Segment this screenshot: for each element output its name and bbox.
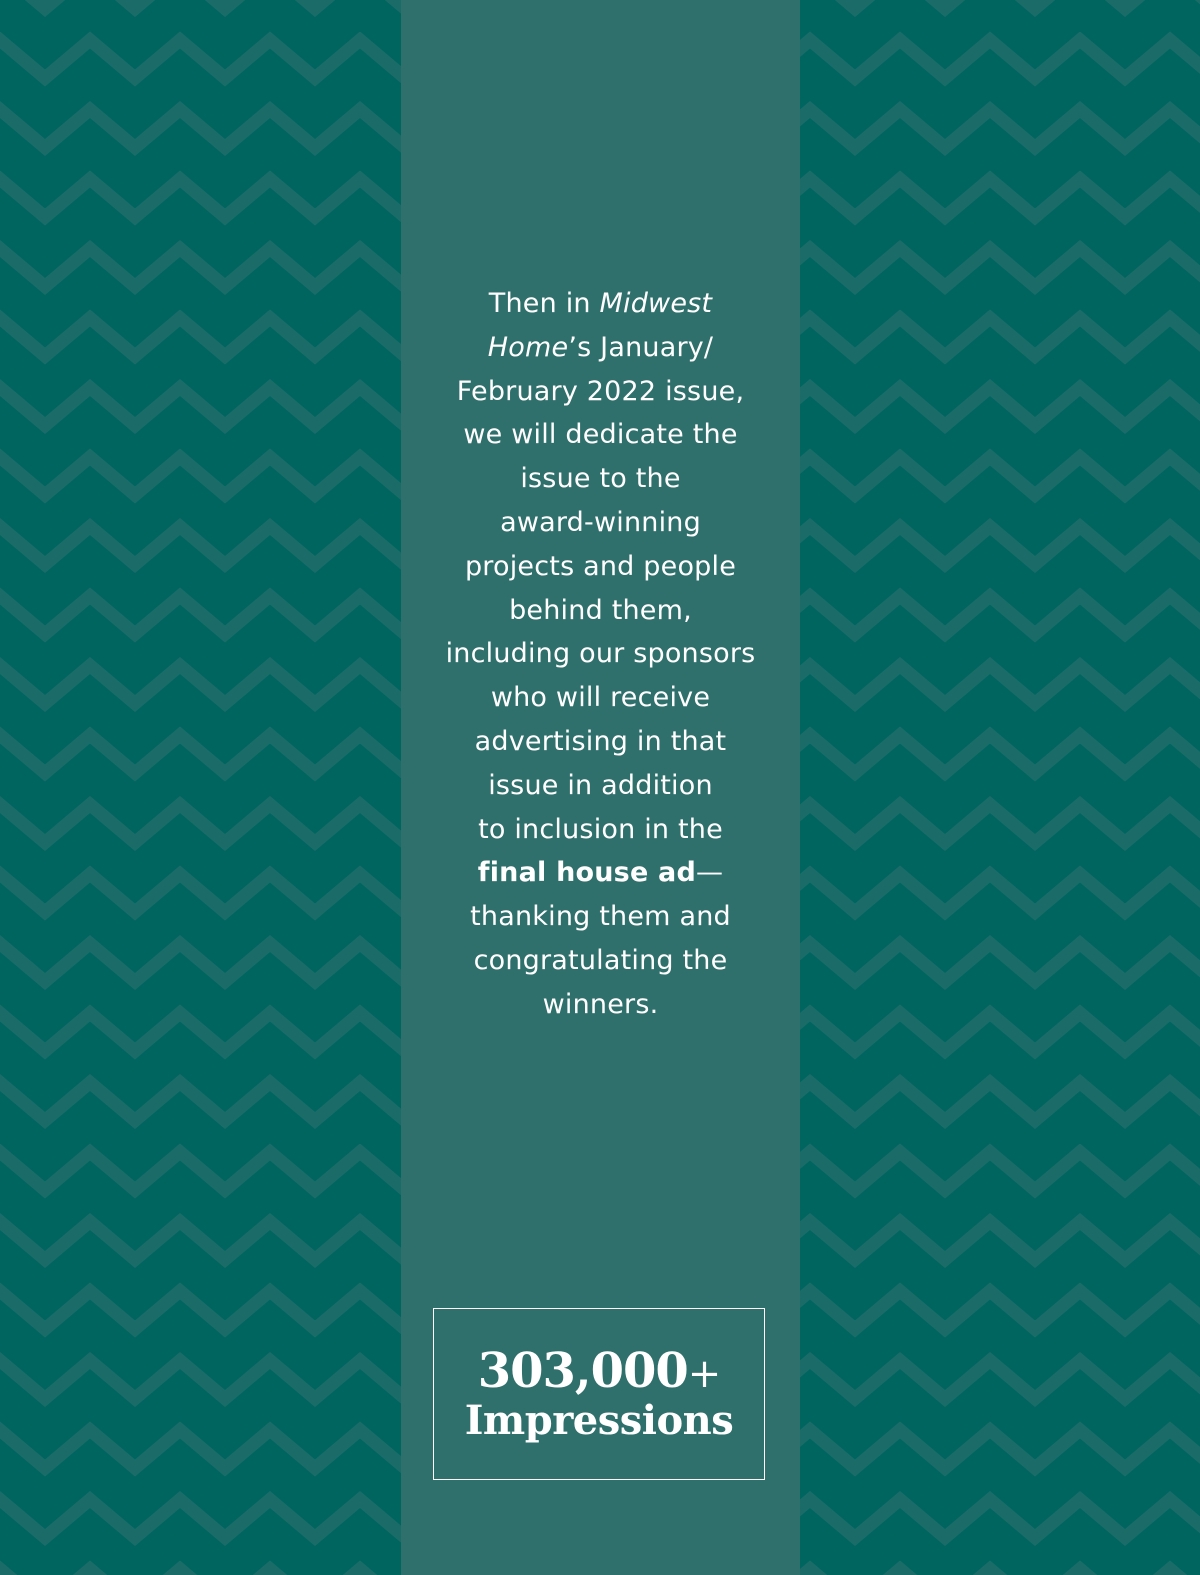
text-line: Then in Midwest (488, 288, 713, 319)
text-line: winners. (542, 988, 659, 1020)
text-line: projects and people (464, 550, 737, 582)
text-line: final house ad— (477, 857, 724, 889)
center-panel (401, 0, 800, 1575)
magazine-title-italic: Midwest (599, 288, 713, 319)
impressions-label: Impressions (464, 1397, 734, 1444)
text-line: we will dedicate the (463, 419, 738, 451)
text-line: to inclusion in the (478, 813, 723, 845)
plus-suffix: + (687, 1351, 721, 1397)
text-line: issue to the (520, 463, 681, 495)
text-line: issue in addition (488, 769, 713, 801)
text-line: behind them, (509, 594, 692, 626)
body-paragraph (401, 282, 800, 1027)
text-line: congratulating the (473, 944, 728, 976)
text-line: Home’s January/ (487, 331, 714, 363)
text-line: including our sponsors (445, 638, 756, 670)
magazine-title-italic: Home (487, 331, 569, 363)
text-line: who will receive (490, 682, 711, 714)
impressions-stat-box (433, 1308, 765, 1480)
text-line: February 2022 issue, (456, 375, 745, 407)
impressions-number: 303,000+ (477, 1343, 721, 1399)
final-house-ad-bold: final house ad (477, 857, 697, 889)
text-line: thanking them and (470, 901, 731, 933)
text-line: advertising in that (474, 725, 727, 757)
text-line: award-winning (500, 506, 701, 538)
